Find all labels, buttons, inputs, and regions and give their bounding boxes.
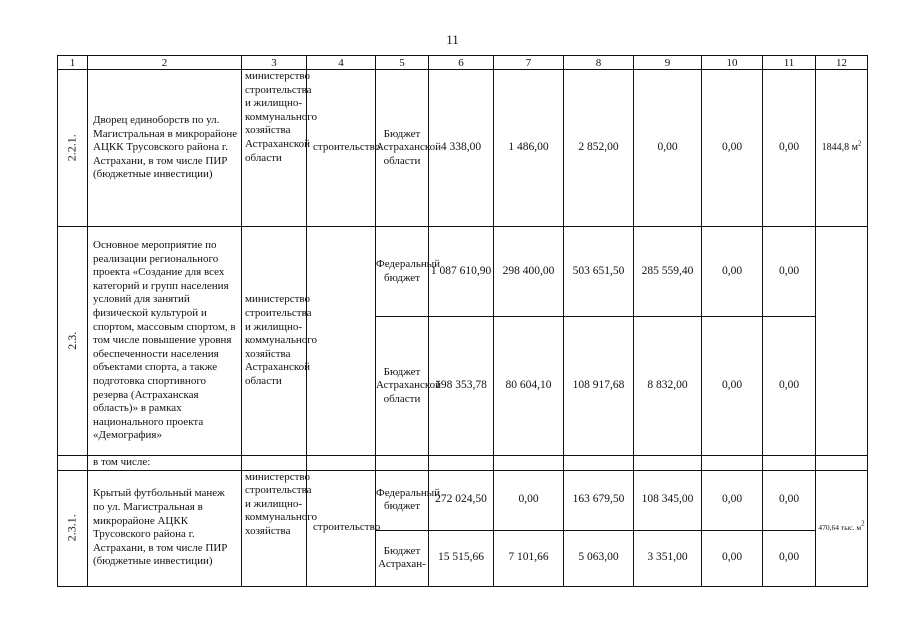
amount-col7: 7 101,66 (494, 530, 564, 586)
indicator-cell (816, 470, 868, 586)
amount-total: 198 353,78 (429, 317, 494, 456)
indicator-value: 1844,8 м (821, 142, 858, 154)
empty-cell (494, 456, 564, 471)
executor: министерство строительства и жилищно-коммунального хозяйства (242, 470, 307, 586)
amount-col9: 285 559,40 (634, 227, 702, 317)
including-label: в том числе: (88, 456, 242, 471)
event-name: Крытый футбольный манеж по ул. Магистральная в микрорайоне АЦКК Трусовского района г. Астрахани, в том числе ПИР (бюджетные инвестиции) (88, 470, 242, 586)
row-2-3-1-federal (58, 470, 868, 530)
column-header: 10 (702, 56, 763, 70)
amount-col11: 0,00 (763, 470, 816, 530)
amount-total: 15 515,66 (429, 530, 494, 586)
amount-col11: 0,00 (763, 227, 816, 317)
funding-source: Федеральный бюджет (376, 227, 429, 317)
amount-col8: 2 852,00 (564, 70, 634, 227)
row-including (58, 456, 868, 471)
indicator-value: 470,64 тыс. м (818, 523, 862, 533)
column-header: 2 (88, 56, 242, 70)
column-header: 12 (816, 56, 868, 70)
amount-col8: 5 063,00 (564, 530, 634, 586)
executor: министерство строительства и жилищно-коммунального хозяйства Астраханской области (242, 227, 307, 456)
empty-cell (376, 456, 429, 471)
row-number: 2.3. (64, 331, 79, 350)
column-header: 5 (376, 56, 429, 70)
amount-total: 4 338,00 (429, 70, 494, 227)
amount-col10: 0,00 (702, 227, 763, 317)
column-header: 8 (564, 56, 634, 70)
amount-total: 272 024,50 (429, 470, 494, 530)
amount-total: 1 087 610,90 (429, 227, 494, 317)
amount-col9: 0,00 (634, 70, 702, 227)
row-2-3-federal (58, 227, 868, 317)
indicator-cell (816, 70, 868, 227)
empty-cell (307, 456, 376, 471)
row-number: 2.3.1. (64, 514, 79, 542)
amount-col9: 108 345,00 (634, 470, 702, 530)
amount-col8: 108 917,68 (564, 317, 634, 456)
empty-cell (242, 456, 307, 471)
funding-source: Федеральный бюджет (376, 470, 429, 530)
row-number-cell (58, 227, 88, 456)
event-name: Основное мероприятие по реализации регионального проекта «Создание для всех категорий и групп населения условий для занятий физической культурой и спортом, массовым спортом, в том числе повышение уровня обеспеченности населения объектами спорта, а также подготовка спортивного резерва (Астраханская область)» в рамках национального проекта «Демография» (88, 227, 242, 456)
column-header: 11 (763, 56, 816, 70)
amount-col10: 0,00 (702, 470, 763, 530)
indicator-sup: 2 (857, 139, 862, 148)
amount-col7: 298 400,00 (494, 227, 564, 317)
funding-source: Бюджет Астрахан- (376, 530, 429, 586)
empty-cell (429, 456, 494, 471)
row-number-cell (58, 70, 88, 227)
row-number: 2.2.1. (64, 134, 79, 161)
amount-col8: 503 651,50 (564, 227, 634, 317)
work-kind: строительство (307, 470, 376, 586)
amount-col9: 8 832,00 (634, 317, 702, 456)
column-header: 7 (494, 56, 564, 70)
row-2-2-1 (58, 70, 868, 227)
indicator-cell (816, 227, 868, 456)
funding-source: Бюджет Астраханской области (376, 70, 429, 227)
amount-col11: 0,00 (763, 317, 816, 456)
event-name: Дворец единоборств по ул. Магистральная в микрорайоне АЦКК Трусовского района г. Астрахани, в том числе ПИР (бюджетные инвестиции) (88, 70, 242, 227)
column-header: 6 (429, 56, 494, 70)
amount-col7: 0,00 (494, 470, 564, 530)
row-number-cell (58, 470, 88, 586)
amount-col11: 0,00 (763, 530, 816, 586)
amount-col7: 80 604,10 (494, 317, 564, 456)
funding-source: Бюджет Астраханской области (376, 317, 429, 456)
header-row (58, 56, 868, 70)
empty-cell (702, 456, 763, 471)
empty-cell (564, 456, 634, 471)
empty-cell (763, 456, 816, 471)
empty-cell (634, 456, 702, 471)
column-header: 9 (634, 56, 702, 70)
page-number: 11 (446, 32, 459, 47)
amount-col7: 1 486,00 (494, 70, 564, 227)
work-kind: строительство (307, 70, 376, 227)
empty-cell (816, 456, 868, 471)
program-table (57, 55, 868, 587)
indicator-sup: 2 (861, 519, 865, 528)
amount-col11: 0,00 (763, 70, 816, 227)
column-header: 1 (58, 56, 88, 70)
column-header: 4 (307, 56, 376, 70)
amount-col8: 163 679,50 (564, 470, 634, 530)
amount-col10: 0,00 (702, 530, 763, 586)
executor: министерство строительства и жилищно-коммунального хозяйства Астраханской области (242, 70, 307, 227)
empty-cell (58, 456, 88, 471)
amount-col10: 0,00 (702, 317, 763, 456)
amount-col10: 0,00 (702, 70, 763, 227)
amount-col9: 3 351,00 (634, 530, 702, 586)
column-header: 3 (242, 56, 307, 70)
